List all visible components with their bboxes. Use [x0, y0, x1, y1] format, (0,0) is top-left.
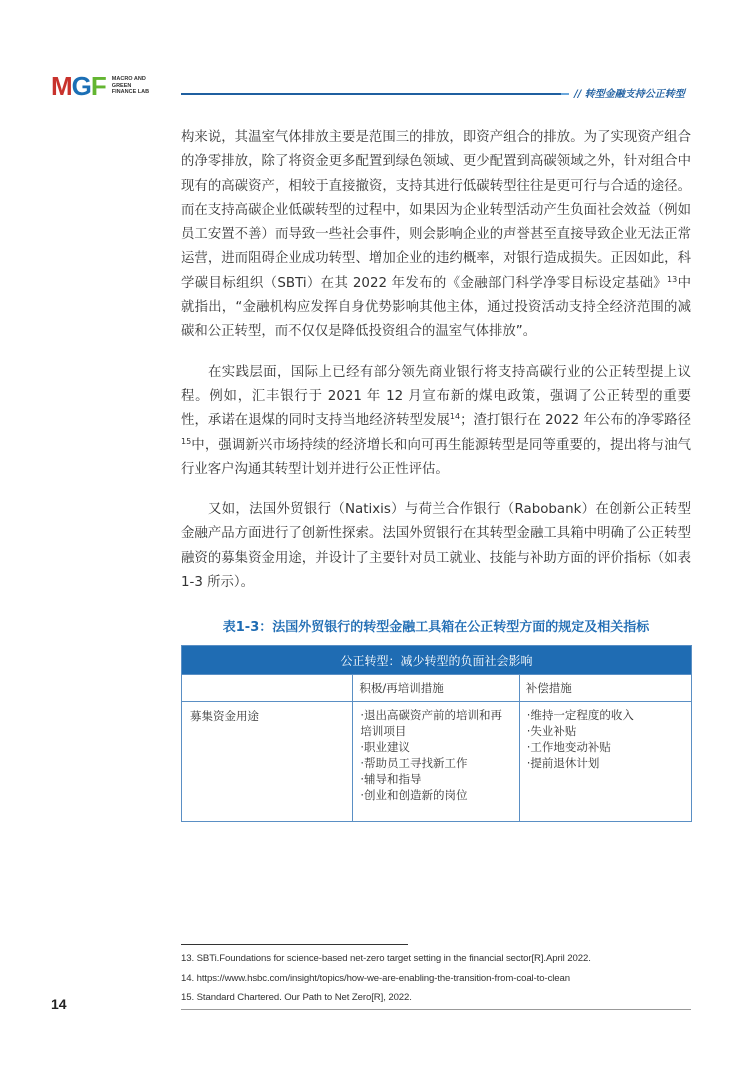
paragraph-2	[181, 361, 691, 482]
page-number: 14	[51, 996, 67, 1012]
data-table	[181, 645, 692, 822]
paragraph-text: ；渣打银行在 2022 年公布的净零路径	[460, 413, 691, 429]
table-col-header: 补偿措施	[519, 675, 691, 702]
logo-letter-m: M	[51, 71, 72, 101]
table-col-header: 积极/再培训措施	[353, 675, 519, 702]
logo-tagline-line: FINANCE LAB	[111, 89, 150, 96]
footnote-divider	[181, 944, 408, 945]
footer-divider	[181, 1009, 691, 1010]
table-row	[182, 702, 692, 822]
footnote: 13. SBTi.Foundations for science-based net-zero target setting in the financial sector[R].April 2022.	[181, 953, 591, 964]
paragraph-1	[181, 126, 691, 345]
logo-mark	[51, 71, 106, 101]
logo-letter-f: F	[90, 71, 106, 101]
paragraph-text: 构来说，其温室气体排放主要是范围三的排放，即资产组合的排放。为了实现资产组合的净零排放，除了将资金更多配置到绿色领域、更少配置到高碳领域之外，针对组合中现有的高碳资产，相较于直接撤资，支持其进行低碳转型往往是更可行与合适的途径。而在支持高碳企业低碳转型的过程中，如果因为企业转型活动产生负面社会效益（例如员工安置不善）而导致一些社会事件，则会影响企业的声誉甚至直接导致企业无法正常运营，进而阻碍企业成功转型、增加企业的违约概率，对银行造成损失。正因如此，科学碳目标组织（SBTi）在其 2022 年发布的《金融部门科学净零目标设定基础》	[181, 130, 691, 291]
list-item: ·提前退休计划	[526, 756, 600, 770]
section-title: // 转型金融支持公正转型	[574, 89, 685, 100]
paragraph-text: 中就指出，“金融机构应发挥自身优势影响其他主体，通过投资活动支持全经济范围的减碳和公正转型，而不仅仅是降低投资组合的温室气体排放”。	[181, 275, 692, 340]
paragraph-text: 中，强调新兴市场持续的经济增长和向可再生能源转型是同等重要的，提出将与油气行业客户沟通其转型计划并进行公正性评估。	[181, 437, 691, 477]
paragraph-text: 在实践层面，国际上已经有部分领先商业银行将支持高碳行业的公正转型提上议程。例如，汇丰银行于 2021 年 12 月宣布新的煤电政策，强调了公正转型的重要性，承诺在退煤的同时支持当地经济转型发展	[181, 364, 691, 429]
table-header: 公正转型：减少转型的负面社会影响	[182, 646, 692, 675]
list-item: ·维持一定程度的收入	[526, 708, 634, 722]
logo-tagline-line: GREEN	[111, 82, 132, 89]
main-content	[181, 126, 691, 611]
list-item: ·职业建议	[360, 740, 410, 754]
list-item: ·工作地变动补贴	[526, 740, 611, 754]
table-title: 表1-3：法国外贸银行的转型金融工具箱在公正转型方面的规定及相关指标	[222, 620, 650, 635]
list-item: ·退出高碳资产前的培训和再培训项目	[360, 708, 502, 738]
footnote-ref: 14	[449, 412, 461, 422]
table-col-header-empty	[182, 675, 353, 702]
list-item: ·辅导和指导	[360, 772, 422, 786]
paragraph-text: 又如，法国外贸银行（Natixis）与荷兰合作银行（Rabobank）在创新公正转型金融产品方面进行了创新性探索。法国外贸银行在其转型金融工具箱中明确了公正转型融资的募集资金用途，并设计了主要针对员工就业、技能与补助方面的评价指标（如表 1-3 所示）。	[181, 502, 691, 591]
header-divider-accent	[561, 93, 569, 95]
logo	[51, 71, 150, 101]
table-row-label: 募集资金用途	[182, 702, 353, 822]
list-item: ·创业和创造新的岗位	[360, 788, 468, 802]
list-item: ·帮助员工寻找新工作	[360, 756, 468, 770]
logo-tagline-line: MACRO AND	[111, 76, 146, 83]
header-divider	[181, 93, 561, 95]
list-item: ·失业补贴	[526, 724, 577, 738]
paragraph-3	[181, 498, 691, 595]
table-cell-compensation	[519, 702, 691, 822]
footnote: 15. Standard Chartered. Our Path to Net Zero[R], 2022.	[181, 992, 412, 1003]
table-cell-measures	[353, 702, 519, 822]
logo-tagline	[112, 76, 149, 96]
footnote-ref: 15	[181, 436, 192, 446]
footnote-ref: 13	[667, 274, 678, 284]
logo-letter-g: G	[71, 71, 91, 101]
footnote: 14. https://www.hsbc.com/insight/topics/how-we-are-enabling-the-transition-from-coal-to-clean	[181, 973, 571, 984]
